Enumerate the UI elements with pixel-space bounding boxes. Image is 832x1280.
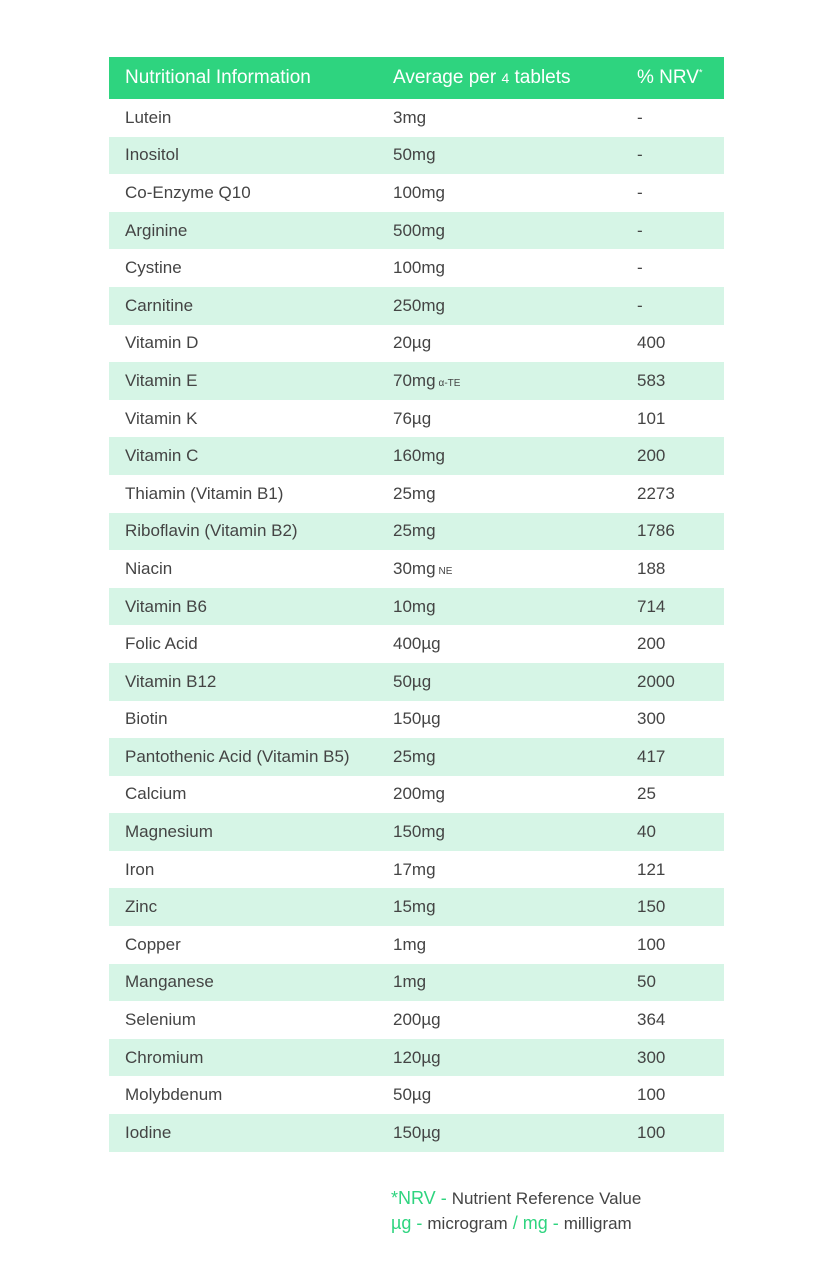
nutrient-nrv: 101 xyxy=(637,408,666,428)
legend-mg-key: mg xyxy=(522,1213,548,1233)
table-row xyxy=(109,1076,724,1114)
nutrient-nrv: 2273 xyxy=(637,483,675,503)
table-row xyxy=(109,964,724,1002)
table-row xyxy=(109,813,724,851)
table-row xyxy=(109,776,724,814)
table-row xyxy=(109,475,724,513)
nutrient-amount-cell xyxy=(393,446,637,466)
nutrient-nrv: - xyxy=(637,107,643,127)
nutrient-nrv: 417 xyxy=(637,746,666,766)
nutrient-name: Chromium xyxy=(125,1047,204,1067)
nutrient-nrv: 100 xyxy=(637,1085,666,1105)
legend-mg-sep: - xyxy=(547,1213,564,1233)
nutrient-amount: 200mg xyxy=(393,784,445,804)
nutrient-amount-cell xyxy=(393,409,637,429)
nutrient-amount-cell xyxy=(393,145,637,165)
nutrient-amount-cell xyxy=(393,183,637,203)
nutrient-name: Vitamin K xyxy=(125,408,198,428)
nutrient-name: Folic Acid xyxy=(125,634,198,654)
nutrient-amount: 100mg xyxy=(393,258,445,278)
nutrient-nrv: 25 xyxy=(637,784,656,804)
legend-mg-text: milligram xyxy=(563,1214,632,1233)
table-header xyxy=(109,57,724,99)
nutrient-amount-cell xyxy=(393,747,637,767)
nutrient-amount-cell xyxy=(393,221,637,241)
nutrient-amount: 500mg xyxy=(393,220,445,240)
nutrient-name: Inositol xyxy=(125,145,179,165)
header-average-post: tablets xyxy=(509,67,571,88)
nutrient-name: Lutein xyxy=(125,107,172,127)
nutrient-amount-cell xyxy=(393,258,637,278)
nutrient-nrv: 364 xyxy=(637,1010,666,1030)
nutrient-amount-cell xyxy=(393,597,637,617)
nutrient-amount: 20µg xyxy=(393,333,432,353)
nutrient-unit-suffix: NE xyxy=(438,565,453,577)
nutrient-nrv: - xyxy=(637,182,643,202)
header-tablet-count: 4 xyxy=(501,70,510,86)
header-nrv-label: % NRV xyxy=(637,67,699,88)
table-row xyxy=(109,137,724,175)
legend-ug-sep: - xyxy=(411,1213,428,1233)
nutrient-amount: 200µg xyxy=(393,1010,441,1030)
nutrient-amount-cell xyxy=(393,672,637,692)
nutrient-amount-cell xyxy=(393,709,637,729)
nutrient-name: Iodine xyxy=(125,1122,172,1142)
nutrient-unit-suffix: α-TE xyxy=(438,377,461,389)
legend-line-units xyxy=(391,1211,641,1236)
table-row xyxy=(109,926,724,964)
nutrient-name: Vitamin C xyxy=(125,446,199,466)
table-row xyxy=(109,325,724,363)
table-row xyxy=(109,1039,724,1077)
table-row xyxy=(109,1114,724,1152)
nutrient-name: Iron xyxy=(125,859,155,879)
nutrient-amount: 1mg xyxy=(393,934,427,954)
table-row xyxy=(109,588,724,626)
legend-nrv-sep: - xyxy=(435,1188,452,1208)
table-row xyxy=(109,362,724,400)
nutrient-amount: 150µg xyxy=(393,709,441,729)
nutrient-amount: 25mg xyxy=(393,521,436,541)
nutrient-amount: 100mg xyxy=(393,182,445,202)
nutrient-nrv: 100 xyxy=(637,934,666,954)
legend-line-nrv xyxy=(391,1186,641,1211)
nutrient-amount-cell xyxy=(393,521,637,541)
table-row xyxy=(109,249,724,287)
nutrient-amount: 50mg xyxy=(393,145,436,165)
header-nutritional-information: Nutritional Information xyxy=(125,67,311,88)
table-row xyxy=(109,99,724,137)
legend-ug-text: microgram xyxy=(427,1214,508,1233)
nutrient-amount-cell xyxy=(393,371,637,391)
table-row xyxy=(109,625,724,663)
table-row xyxy=(109,174,724,212)
nutrient-amount: 120µg xyxy=(393,1047,441,1067)
header-nrv xyxy=(637,67,724,89)
nutrient-name: Pantothenic Acid (Vitamin B5) xyxy=(125,746,350,766)
table-row xyxy=(109,437,724,475)
nutrient-amount: 50µg xyxy=(393,1085,432,1105)
table-row xyxy=(109,851,724,889)
table-row xyxy=(109,738,724,776)
legend-ug-key: µg xyxy=(391,1213,412,1233)
nutrient-nrv: 100 xyxy=(637,1122,666,1142)
nutrient-nrv: 2000 xyxy=(637,671,675,691)
nutrient-name: Copper xyxy=(125,934,181,954)
table-row xyxy=(109,550,724,588)
table-row xyxy=(109,287,724,325)
nutrient-name: Manganese xyxy=(125,972,214,992)
nutrient-amount-cell xyxy=(393,333,637,353)
nutrient-name: Vitamin B6 xyxy=(125,596,207,616)
nutrient-name: Vitamin B12 xyxy=(125,671,217,691)
header-average-pre: Average per xyxy=(393,67,502,88)
legend-slash: / xyxy=(507,1213,523,1233)
nutrient-amount: 30mg xyxy=(393,558,436,578)
nutrient-nrv: 583 xyxy=(637,370,666,390)
nutrient-nrv: 188 xyxy=(637,558,666,578)
nutrient-name: Niacin xyxy=(125,558,173,578)
legend xyxy=(391,1186,641,1236)
table-row xyxy=(109,663,724,701)
nutrient-nrv: 200 xyxy=(637,634,666,654)
nutrient-amount: 150µg xyxy=(393,1122,441,1142)
header-nrv-asterisk: * xyxy=(698,67,703,78)
nutrient-amount-cell xyxy=(393,784,637,804)
nutrient-nrv: 300 xyxy=(637,709,666,729)
nutrient-amount: 1mg xyxy=(393,972,427,992)
table-row xyxy=(109,701,724,739)
nutrition-table xyxy=(109,57,724,1152)
nutrient-name: Selenium xyxy=(125,1010,196,1030)
nutrient-amount-cell xyxy=(393,559,637,579)
nutrient-amount: 15mg xyxy=(393,897,436,917)
nutrient-amount: 160mg xyxy=(393,446,445,466)
nutrient-amount: 70mg xyxy=(393,370,436,390)
legend-nrv-key: *NRV xyxy=(391,1188,436,1208)
nutrient-amount: 10mg xyxy=(393,596,436,616)
nutrient-nrv: - xyxy=(637,145,643,165)
nutrient-name: Biotin xyxy=(125,709,168,729)
legend-nrv-text: Nutrient Reference Value xyxy=(451,1189,642,1208)
nutrient-amount: 76µg xyxy=(393,408,432,428)
nutrient-name: Arginine xyxy=(125,220,188,240)
nutrient-amount-cell xyxy=(393,296,637,316)
table-row xyxy=(109,888,724,926)
table-row xyxy=(109,212,724,250)
nutrient-amount-cell xyxy=(393,860,637,880)
nutrient-nrv: - xyxy=(637,258,643,278)
nutrient-name: Calcium xyxy=(125,784,187,804)
table-row xyxy=(109,513,724,551)
nutrient-nrv: 50 xyxy=(637,972,656,992)
nutrient-nrv: 121 xyxy=(637,859,666,879)
nutrient-amount-cell xyxy=(393,822,637,842)
table-body xyxy=(109,99,724,1152)
nutrient-name: Riboflavin (Vitamin B2) xyxy=(125,521,298,541)
nutrient-name: Carnitine xyxy=(125,295,194,315)
nutrient-nrv: 200 xyxy=(637,446,666,466)
nutrient-nrv: 1786 xyxy=(637,521,675,541)
nutrient-amount: 17mg xyxy=(393,859,436,879)
nutrient-nrv: 300 xyxy=(637,1047,666,1067)
nutrient-amount: 150mg xyxy=(393,822,445,842)
nutrient-name: Thiamin (Vitamin B1) xyxy=(125,483,284,503)
nutrient-amount: 250mg xyxy=(393,295,445,315)
nutrient-amount-cell xyxy=(393,1123,637,1143)
nutrient-amount-cell xyxy=(393,108,637,128)
nutrient-amount-cell xyxy=(393,484,637,504)
nutrient-nrv: 714 xyxy=(637,596,666,616)
nutrient-amount-cell xyxy=(393,1085,637,1105)
nutrient-nrv: 40 xyxy=(637,822,656,842)
nutrient-amount-cell xyxy=(393,634,637,654)
nutrient-amount: 400µg xyxy=(393,634,441,654)
nutrient-name: Magnesium xyxy=(125,822,213,842)
nutrient-nrv: 400 xyxy=(637,333,666,353)
table-row xyxy=(109,400,724,438)
nutrient-amount-cell xyxy=(393,935,637,955)
header-average-per-tablets xyxy=(393,67,637,89)
nutrient-amount: 50µg xyxy=(393,671,432,691)
nutrient-name: Cystine xyxy=(125,258,182,278)
nutrient-amount-cell xyxy=(393,1010,637,1030)
nutrient-nrv: 150 xyxy=(637,897,666,917)
nutrient-amount: 3mg xyxy=(393,107,427,127)
nutrient-name: Vitamin D xyxy=(125,333,199,353)
nutrient-nrv: - xyxy=(637,295,643,315)
nutrient-name: Molybdenum xyxy=(125,1085,223,1105)
nutrient-amount: 25mg xyxy=(393,483,436,503)
nutrient-amount-cell xyxy=(393,972,637,992)
nutrient-nrv: - xyxy=(637,220,643,240)
nutrient-amount-cell xyxy=(393,897,637,917)
table-row xyxy=(109,1001,724,1039)
nutrient-amount: 25mg xyxy=(393,746,436,766)
nutrient-name: Co-Enzyme Q10 xyxy=(125,182,251,202)
nutrient-amount-cell xyxy=(393,1048,637,1068)
nutrient-name: Vitamin E xyxy=(125,370,198,390)
nutrient-name: Zinc xyxy=(125,897,158,917)
